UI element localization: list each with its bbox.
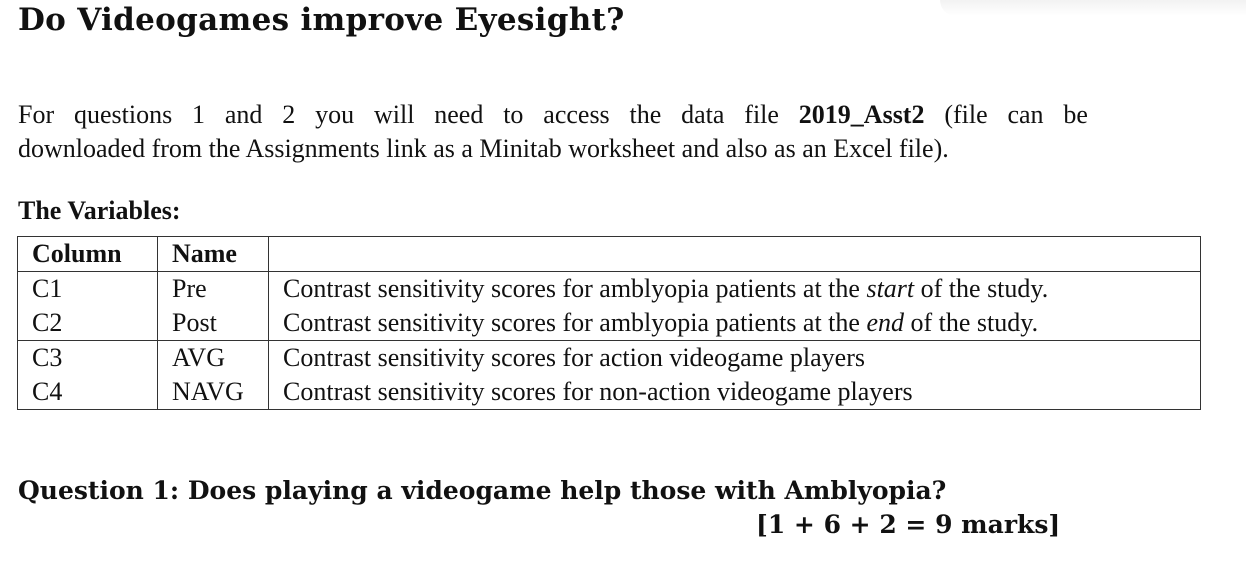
name-cell: Post <box>158 306 269 341</box>
intro-word: 1 <box>192 100 206 129</box>
question-1-heading: Question 1: Does playing a videogame help those with Amblyopia? <box>18 476 947 505</box>
intro-paragraph <box>18 98 1098 166</box>
description-cell <box>269 375 1201 410</box>
description-text: Contrast sensitivity scores for amblyopia patients at the <box>283 274 867 303</box>
intro-word: can <box>1007 100 1044 129</box>
intro-word: you <box>315 100 355 129</box>
description-text: of the study. <box>914 274 1049 303</box>
variables-heading: The Variables: <box>18 196 181 225</box>
intro-word: (file <box>944 100 988 129</box>
table-row <box>18 306 1201 341</box>
marks-allocation: [1 + 6 + 2 = 9 marks] <box>756 510 1061 539</box>
table-row <box>18 272 1201 307</box>
intro-line-2: downloaded from the Assignments link as a Minitab worksheet and also as an Excel file). <box>18 134 949 163</box>
name-cell: Pre <box>158 272 269 307</box>
description-cell <box>269 272 1201 307</box>
intro-word: need <box>434 100 484 129</box>
description-cell <box>269 306 1201 341</box>
intro-line-1 <box>18 98 1088 132</box>
top-edge-shadow <box>940 0 1246 16</box>
description-text: Contrast sensitivity scores for amblyopia patients at the <box>283 308 867 337</box>
column-header: Column <box>18 237 158 272</box>
name-cell: NAVG <box>158 375 269 410</box>
data-file-name: 2019_Asst2 <box>798 100 925 129</box>
description-emphasis: end <box>866 308 904 337</box>
intro-word: questions <box>73 100 173 129</box>
intro-word: data <box>681 100 725 129</box>
column-cell: C2 <box>18 306 158 341</box>
table-header-row <box>18 237 1201 272</box>
variables-table <box>17 236 1201 410</box>
intro-word: be <box>1063 100 1088 129</box>
name-header: Name <box>158 237 269 272</box>
name-cell: AVG <box>158 341 269 376</box>
description-header <box>269 237 1201 272</box>
column-cell: C1 <box>18 272 158 307</box>
intro-word: the <box>629 100 662 129</box>
column-cell: C3 <box>18 341 158 376</box>
column-cell: C4 <box>18 375 158 410</box>
intro-word: access <box>543 100 610 129</box>
intro-word: file <box>744 100 779 129</box>
description-cell <box>269 341 1201 376</box>
table-row <box>18 375 1201 410</box>
page-title: Do Videogames improve Eyesight? <box>18 2 625 38</box>
description-text: of the study. <box>904 308 1039 337</box>
table-row <box>18 341 1201 376</box>
intro-word: to <box>503 100 524 129</box>
description-text: Contrast sensitivity scores for action videogame players <box>283 343 865 372</box>
description-text: Contrast sensitivity scores for non-action videogame players <box>283 377 913 406</box>
intro-word: For <box>18 100 55 129</box>
intro-word: will <box>373 100 415 129</box>
description-emphasis: start <box>866 274 915 303</box>
intro-word: 2 <box>282 100 296 129</box>
intro-word: and <box>224 100 263 129</box>
